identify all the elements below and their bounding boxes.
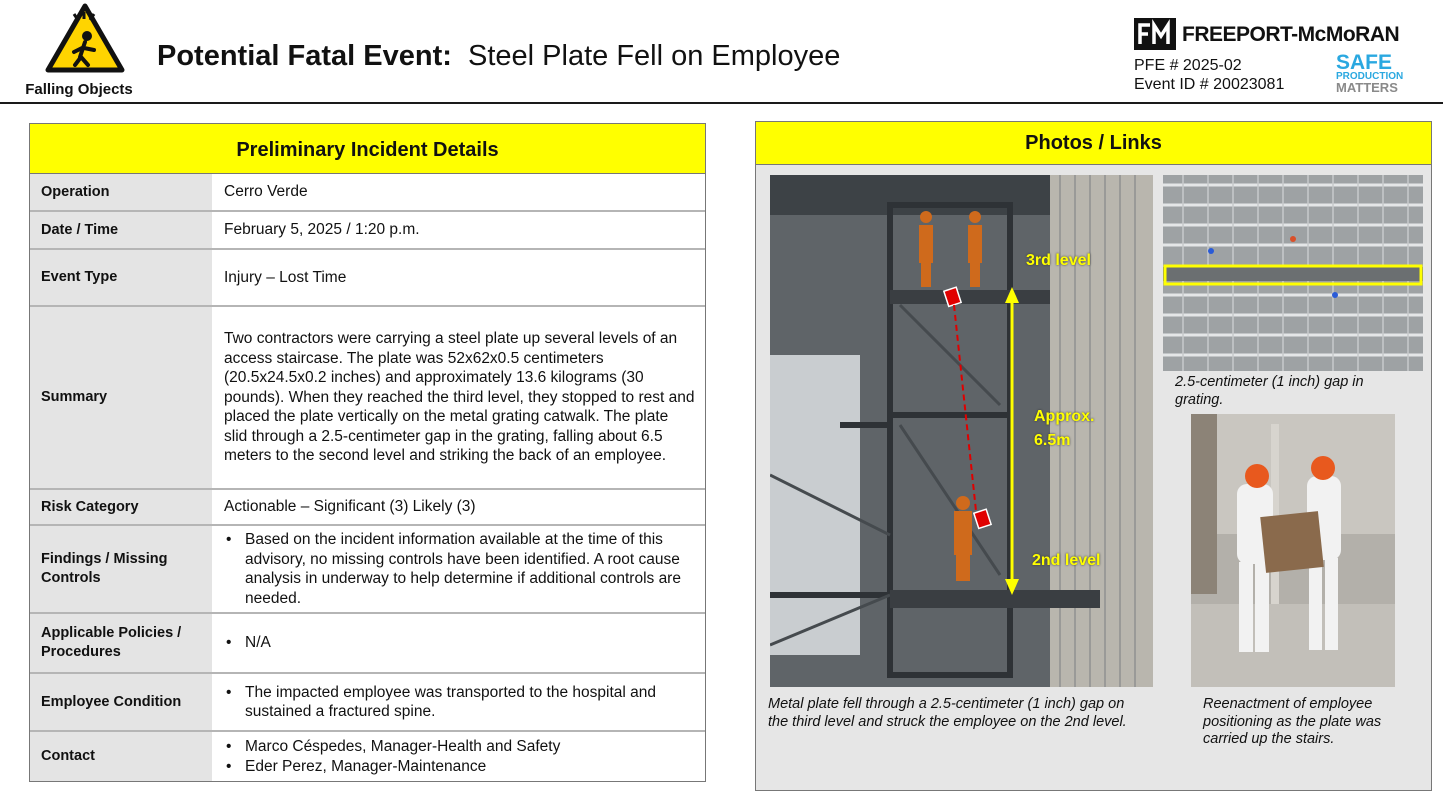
reenactment-illustration <box>1191 414 1395 687</box>
photos-heading: Photos / Links <box>756 122 1431 165</box>
company-name: FREEPORT-McMoRAN <box>1182 23 1400 46</box>
detail-value <box>213 732 705 781</box>
second-level-label: 2nd level <box>1032 552 1101 569</box>
contact-item: • Eder Perez, Manager-Maintenance <box>224 757 560 777</box>
safe-logo-line3: MATTERS <box>1336 80 1398 95</box>
detail-row-summary <box>30 307 705 490</box>
falling-objects-hazard <box>14 2 144 98</box>
detail-row-policies <box>30 614 705 674</box>
contact-item: • Marco Céspedes, Manager-Health and Safety <box>224 737 560 757</box>
detail-row-operation <box>30 174 705 212</box>
safe-production-logo <box>1336 51 1406 95</box>
incident-details-panel <box>29 123 706 782</box>
detail-label: Operation <box>30 174 213 210</box>
detail-value: Injury – Lost Time <box>213 250 705 305</box>
detail-value: February 5, 2025 / 1:20 p.m. <box>213 212 705 248</box>
detail-label: Event Type <box>30 250 213 305</box>
detail-value: Cerro Verde <box>213 174 705 210</box>
detail-label: Summary <box>30 307 213 488</box>
reenactment-caption: Reenactment of employee positioning as the plate was carried up the stairs. <box>1203 696 1382 747</box>
page-title <box>157 40 840 73</box>
grating-photo <box>1163 175 1423 371</box>
detail-row-date-time <box>30 212 705 250</box>
detail-label: Findings / Missing Controls <box>30 526 213 612</box>
bullet-item: • N/A <box>224 633 271 653</box>
distance-label: Approx. 6.5m <box>1034 408 1095 449</box>
detail-label: Risk Category <box>30 490 213 524</box>
detail-value: Two contractors were carrying a steel plate up several levels of an access staircase. The plate was 52x62x0.5 centimeters (20.5x24.5x0.2 inches) and approximately 13.6 kilograms (30 pounds). When they reached the third level, they stopped to rest and placed the plate vertically on the metal grating catwalk. The plate slid through a 2.5-centimeter gap in the grating, falling about 6.5 meters to the second level and striking the back of an employee. <box>213 307 705 488</box>
falling-objects-warning-icon <box>44 2 126 74</box>
header-divider <box>0 102 1443 104</box>
detail-row-employee-condition <box>30 674 705 732</box>
grating-caption: 2.5-centimeter (1 inch) gap in grating. <box>1175 374 1364 408</box>
pfe-number: PFE # 2025-02 <box>1134 57 1242 74</box>
hazard-label: Falling Objects <box>25 81 133 98</box>
title-prefix: Potential Fatal Event: <box>157 40 452 72</box>
bullet-item: • Based on the incident information available at the time of this advisory, no missing controls have been identified. A root cause analysis in underway to help determine if additional controls are needed. <box>224 530 695 608</box>
detail-value <box>213 674 705 730</box>
safe-logo-line2: PRODUCTION <box>1336 71 1404 82</box>
bullet-item: • The impacted employee was transported to the hospital and sustained a fractured spine. <box>224 683 695 722</box>
detail-row-event-type <box>30 250 705 307</box>
company-branding <box>1134 16 1414 96</box>
detail-label: Date / Time <box>30 212 213 248</box>
detail-row-findings <box>30 526 705 614</box>
photos-panel <box>755 121 1432 791</box>
detail-value: Actionable – Significant (3) Likely (3) <box>213 490 705 524</box>
detail-label: Employee Condition <box>30 674 213 730</box>
detail-value <box>213 614 705 672</box>
detail-label: Contact <box>30 732 213 781</box>
detail-value <box>213 526 705 612</box>
staircase-caption: Metal plate fell through a 2.5-centimeter (1 inch) gap on the third level and struck the employee on the 2nd level. <box>768 696 1127 730</box>
grating-illustration <box>1163 175 1423 371</box>
reenactment-photo <box>1191 414 1395 687</box>
staircase-photo <box>770 175 1153 687</box>
safe-logo-line1: SAFE <box>1336 51 1393 74</box>
event-id: Event ID # 20023081 <box>1134 76 1285 93</box>
details-heading: Preliminary Incident Details <box>30 124 705 174</box>
third-level-label: 3rd level <box>1026 252 1091 269</box>
detail-row-contact <box>30 732 705 781</box>
freeport-logo-icon <box>1134 18 1176 50</box>
detail-label: Applicable Policies / Procedures <box>30 614 213 672</box>
detail-row-risk-category <box>30 490 705 526</box>
title-subject: Steel Plate Fell on Employee <box>468 40 841 72</box>
